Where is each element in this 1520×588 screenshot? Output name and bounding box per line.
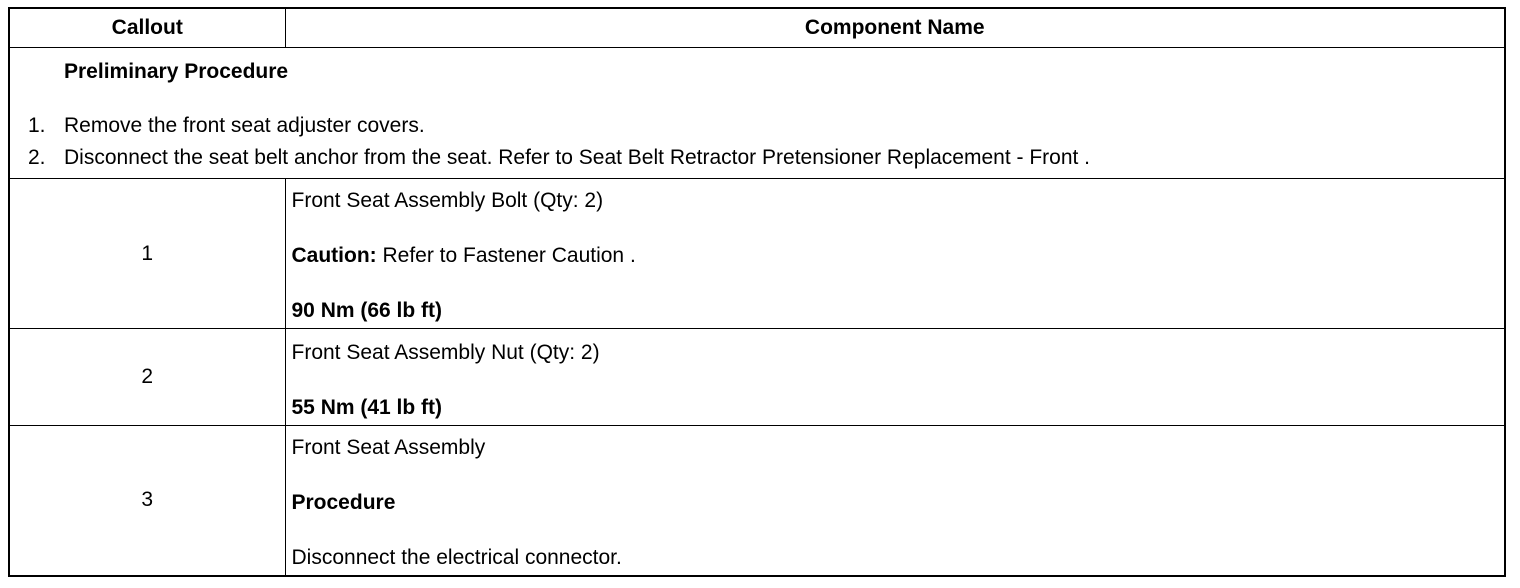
component-name: Front Seat Assembly bbox=[291, 436, 486, 459]
component-cell bbox=[285, 426, 1505, 576]
caution-label: Caution: bbox=[291, 244, 377, 267]
component-cell bbox=[285, 329, 1505, 426]
preliminary-step bbox=[28, 146, 1090, 170]
preliminary-row bbox=[9, 48, 1505, 179]
caution-text: Refer to Fastener Caution . bbox=[376, 244, 636, 267]
component-table bbox=[8, 7, 1506, 577]
callout-cell: 1 bbox=[9, 179, 285, 329]
component-cell bbox=[285, 179, 1505, 329]
procedure-step: Disconnect the electrical connector. bbox=[291, 546, 622, 569]
table-row bbox=[9, 329, 1505, 426]
table-row bbox=[9, 426, 1505, 576]
table-row bbox=[9, 179, 1505, 329]
component-name: Front Seat Assembly Nut (Qty: 2) bbox=[291, 341, 600, 364]
procedure-label: Procedure bbox=[291, 491, 396, 514]
callout-cell: 3 bbox=[9, 426, 285, 576]
header-callout: Callout bbox=[9, 8, 285, 48]
header-component-name: Component Name bbox=[285, 8, 1505, 48]
preliminary-step bbox=[28, 114, 425, 138]
component-name: Front Seat Assembly Bolt (Qty: 2) bbox=[291, 189, 604, 212]
step-number: 2. bbox=[28, 146, 46, 169]
header-row bbox=[9, 8, 1505, 48]
step-text: Disconnect the seat belt anchor from the seat. Refer to Seat Belt Retractor Pretensioner Replacement - Front . bbox=[64, 146, 1090, 169]
preliminary-title: Preliminary Procedure bbox=[64, 60, 289, 83]
torque-spec: 55 Nm (41 lb ft) bbox=[291, 396, 443, 419]
step-text: Remove the front seat adjuster covers. bbox=[64, 114, 425, 137]
callout-cell: 2 bbox=[9, 329, 285, 426]
torque-spec: 90 Nm (66 lb ft) bbox=[291, 299, 443, 322]
step-number: 1. bbox=[28, 114, 46, 137]
caution-note bbox=[292, 244, 636, 268]
preliminary-cell bbox=[9, 48, 1505, 179]
